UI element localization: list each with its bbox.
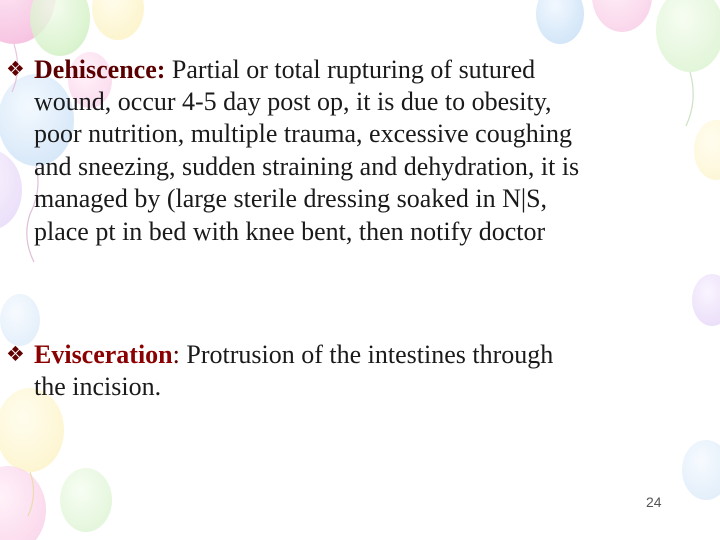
diamond-v-bullet-icon: ❖ <box>6 342 25 366</box>
bullet-evisceration <box>6 338 706 403</box>
definition-line: poor nutrition, multiple trauma, excessive coughing <box>34 119 572 148</box>
definition-line: place pt in bed with knee bent, then notify doctor <box>34 216 546 246</box>
definition-line: Partial or total rupturing of sutured <box>165 55 536 84</box>
term-evisceration: Evisceration <box>34 340 173 369</box>
definition-line: and sneezing, sudden straining and dehydration, it is <box>34 151 580 181</box>
definition-line: Protrusion of the intestines through <box>179 340 554 369</box>
bullet-line <box>6 53 714 86</box>
diamond-v-bullet-icon: ❖ <box>6 57 25 81</box>
bullet-line <box>6 338 706 371</box>
page-number: 24 <box>646 494 662 510</box>
definition-line: wound, occur 4-5 day post op, it is due to obesity, <box>34 86 552 116</box>
term-dehiscence: Dehiscence: <box>34 55 166 84</box>
term-colon: : <box>172 340 180 369</box>
bullet-dehiscence <box>6 53 714 248</box>
definition-line: the incision. <box>34 371 162 401</box>
bottom-left-balloons <box>0 294 112 540</box>
definition-line: managed by (large sterile dressing soaked in N|S, <box>34 184 548 213</box>
